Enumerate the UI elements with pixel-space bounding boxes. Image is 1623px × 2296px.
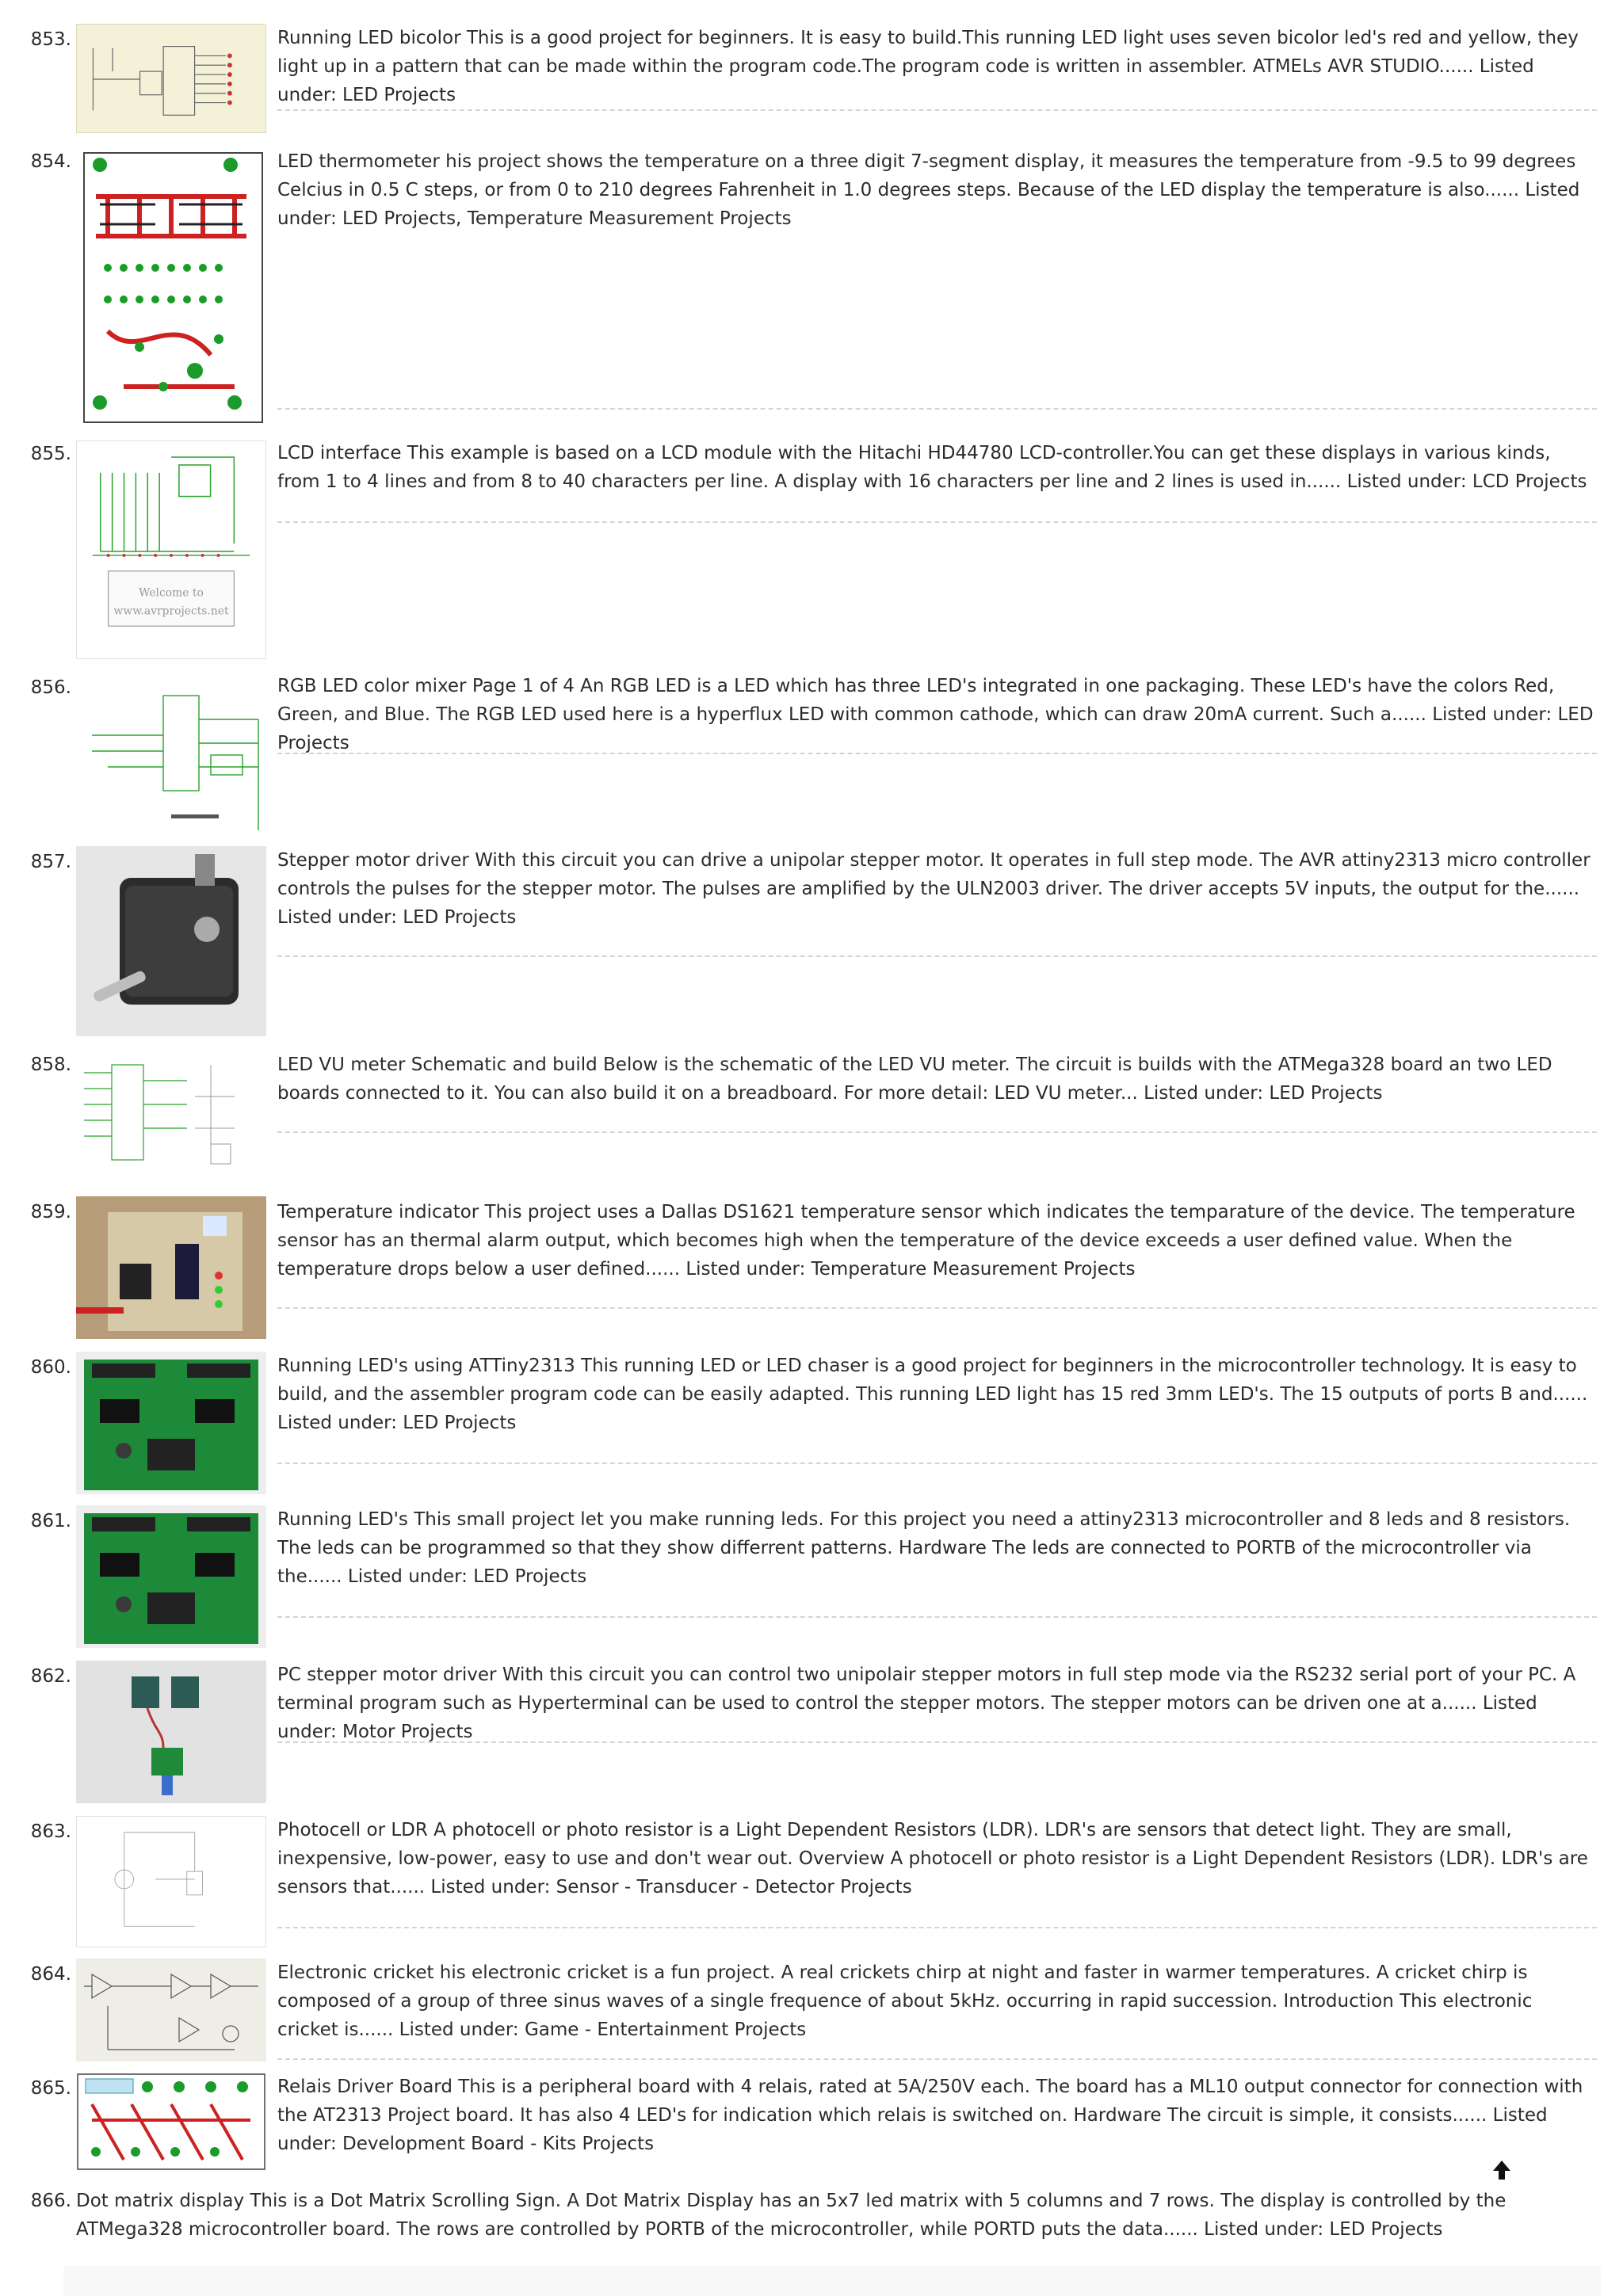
separator	[277, 1307, 1597, 1309]
item-description: Running LED's This small project let you make running leds. For this project you need a attiny2313 microcontroller and 8 leds and 8 resistors. The leds can be programmed so that they show differrent patterns. Hardware The leds are connected to PORTB of the microcontroller via the...... Listed under: LED Projects	[277, 1509, 1571, 1587]
schematic-thumbnail	[77, 441, 265, 658]
schematic-thumbnail	[77, 25, 265, 132]
photo-thumbnail	[76, 846, 266, 1036]
item-thumbnail[interactable]	[76, 2073, 266, 2171]
item-number: 863.	[30, 1821, 71, 1842]
lcd-caption-line: Welcome to	[139, 586, 204, 600]
pcb-photo-thumbnail	[76, 1352, 266, 1494]
item-number: 857.	[30, 852, 71, 872]
item-description: PC stepper motor driver With this circuit you can control two unipolair stepper motors in full step mode via the RS232 serial port of your PC. A terminal program such as Hyperterminal can be used to control the stepper motors. The stepper motors can be driven one at a...... Listed under: Motor Projects	[277, 1665, 1576, 1742]
item-number: 856.	[30, 677, 71, 698]
pcb-thumbnail	[76, 149, 266, 426]
item-thumbnail[interactable]	[76, 1958, 266, 2061]
separator	[277, 521, 1597, 523]
separator	[277, 109, 1597, 111]
item-number: 862.	[30, 1666, 71, 1687]
item-thumbnail[interactable]	[76, 1352, 266, 1494]
photo-thumbnail	[76, 1661, 266, 1803]
separator	[277, 753, 1597, 754]
item-thumbnail[interactable]	[76, 846, 266, 1036]
item-number: 860.	[30, 1357, 71, 1378]
separator	[277, 1131, 1597, 1133]
item-description: LCD interface This example is based on a LCD module with the Hitachi HD44780 LCD-controller.You can get these displays in various kinds, from 1 to 4 lines and from 8 to 40 characters per line. A display with 16 characters per line and 2 lines is used in...... Listed under: LCD Projects	[277, 443, 1587, 492]
item-thumbnail[interactable]	[76, 149, 266, 426]
item-number: 865.	[30, 2078, 71, 2099]
item-number: 853.	[30, 29, 71, 50]
separator	[277, 1616, 1597, 1618]
separator	[277, 1741, 1597, 1743]
pcb-thumbnail	[76, 2073, 266, 2171]
item-thumbnail[interactable]	[76, 672, 266, 837]
item-number: 859.	[30, 1202, 71, 1222]
item-number: 858.	[30, 1055, 71, 1075]
item-thumbnail[interactable]	[76, 1661, 266, 1803]
photo-thumbnail	[76, 1196, 266, 1339]
item-description: Running LED's using ATTiny2313 This running LED or LED chaser is a good project for beginners in the microcontroller technology. It is easy to build, and the assembler program code can be easily adapted. This running LED light has 15 red 3mm LED's. The 15 outputs of ports B and...... Listed under: LED Projects	[277, 1356, 1588, 1433]
item-description: Relais Driver Board This is a peripheral board with 4 relais, rated at 5A/250V each. The board has a ML10 output connector for connection with the AT2313 Project board. It has also 4 LED's for indication which relais is switched on. Hardware The circuit is simple, it consists...... Listed under: Development Board - Kits Projects	[277, 2077, 1583, 2154]
item-description: LED VU meter Schematic and build Below is the schematic of the LED VU meter. The circuit is builds with the ATMega328 board an two LED boards connected to it. You can also build it on a breadboard. For more detail: LED VU meter... Listed under: LED Projects	[277, 1055, 1552, 1104]
item-number: 861.	[30, 1511, 71, 1531]
item-description: Electronic cricket his electronic cricket is a fun project. A real crickets chirp at night and faster in warmer temperatures. A cricket chirp is composed of a group of three sinus waves of a single frequence of about 5kHz. occurring in rapid succession. Introduction This electronic cricket is...... Listed under: Game - Entertainment Projects	[277, 1962, 1533, 2040]
schematic-thumbnail	[76, 672, 266, 837]
item-number: 864.	[30, 1964, 71, 1985]
schematic-thumbnail	[77, 1817, 265, 1947]
item-description: Stepper motor driver With this circuit you can drive a unipolar stepper motor. It operates in full step mode. The AVR attiny2313 micro controller controls the pulses for the stepper motor. The pulses are amplified by the ULN2003 driver. The driver accepts 5V inputs, the output for the...... Listed under: LED Projects	[277, 850, 1591, 928]
item-description: Dot matrix display This is a Dot Matrix Scrolling Sign. A Dot Matrix Display has an 5x7 led matrix with 5 columns and 7 rows. The display is controlled by the ATMega328 microcontroller board. The rows are controlled by PORTB of the microcontroller, while PORTD puts the data...... Listed under: LED Projects	[76, 2191, 1507, 2240]
item-number: 866.	[30, 2191, 71, 2211]
separator	[277, 2058, 1597, 2060]
lcd-caption-line: www.avrprojects.net	[113, 605, 229, 618]
separator	[277, 408, 1597, 410]
schematic-thumbnail	[76, 1958, 266, 2061]
separator	[277, 1463, 1597, 1464]
item-thumbnail[interactable]	[76, 1049, 266, 1182]
separator	[277, 955, 1597, 957]
item-number: 854.	[30, 151, 71, 172]
item-description: Photocell or LDR A photocell or photo resistor is a Light Dependent Resistors (LDR). LDR's are sensors that detect light. They are small, inexpensive, low-power, easy to use and don't wear out. Overview A photocell or photo resistor is a Light Dependent Resistors (LDR). LDR's are sensors that...... Listed under: Sensor - Transducer - Detector Projects	[277, 1820, 1588, 1897]
item-description: Temperature indicator This project uses a Dallas DS1621 temperature sensor which indicates the temparature of the device. The temperature sensor has an thermal alarm output, which becomes high when the temperature of the device exceeds a user defined value. When the temperature drops below a user defined...... Listed under: Temperature Measurement Projects	[277, 1202, 1575, 1280]
pcb-photo-thumbnail	[76, 1505, 266, 1648]
item-description: Running LED bicolor This is a good project for beginners. It is easy to build.This running LED light uses seven bicolor led's red and yellow, they light up in a pattern that can be made within the program code.The program code is written in assembler. ATMELs AVR STUDIO...... Listed under: LED Projects	[277, 28, 1579, 105]
item-thumbnail[interactable]	[76, 1505, 266, 1648]
item-thumbnail[interactable]	[76, 24, 266, 133]
item-thumbnail[interactable]	[76, 1196, 266, 1339]
separator	[277, 1927, 1597, 1928]
item-thumbnail[interactable]	[76, 441, 266, 659]
schematic-thumbnail	[76, 1049, 266, 1182]
item-number: 855.	[30, 444, 71, 464]
item-description: LED thermometer his project shows the temperature on a three digit 7-segment display, it measures the temperature from -9.5 to 99 degrees Celcius in 0.5 C steps, or from 0 to 210 degrees Fahrenheit in 1.0 degrees steps. Because of the LED display the temperature is also...... Listed under: LED Projects, Temperature Measurement Projects	[277, 151, 1580, 229]
item-thumbnail[interactable]	[76, 1816, 266, 1947]
item-description: RGB LED color mixer Page 1 of 4 An RGB LED is a LED which has three LED's integrated in one packaging. These LED's have the colors Red, Green, and Blue. The RGB LED used here is a hyperflux LED with common cathode, which can draw 20mA current. Such a...... Listed under: LED Projects	[277, 676, 1594, 753]
page-footer-strip	[63, 2266, 1601, 2296]
arrow-up-icon[interactable]	[1490, 2158, 1514, 2182]
